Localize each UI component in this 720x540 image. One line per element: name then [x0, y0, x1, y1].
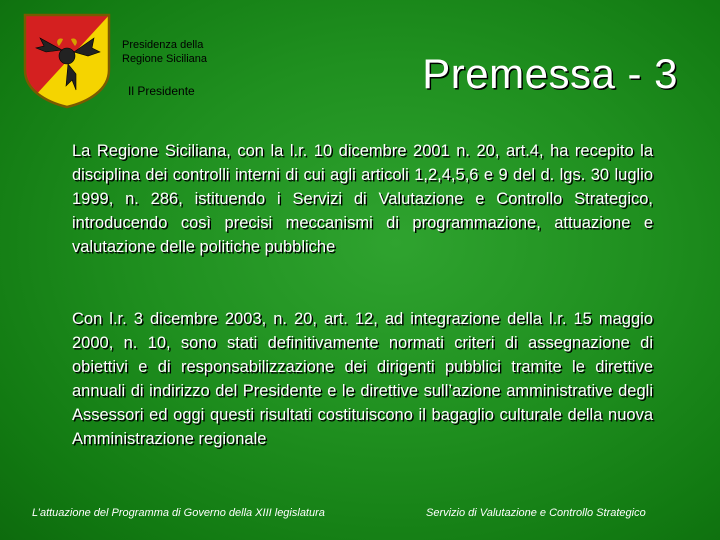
footer-left: L’attuazione del Programma di Governo della XIII legislatura — [32, 507, 325, 519]
footer-right: Servizio di Valutazione e Controllo Strategico — [426, 507, 646, 519]
office-label: Il Presidente — [128, 84, 195, 98]
paragraph-1: La Regione Siciliana, con la l.r. 10 dicembre 2001 n. 20, art.4, ha recepito la disciplina dei controlli interni di cui agli articoli 1,2,4,5,6 e 9 del d. lgs. 30 luglio 1999, n. 286, istituendo i Servizi di Valutazione e Controllo Strategico, introducendo così precisi meccanismi di programmazione, attuazione e valutazione delle politiche pubbliche — [72, 142, 653, 256]
org-line-2: Regione Siciliana — [122, 53, 207, 65]
org-line-1: Presidenza della — [122, 39, 204, 51]
slide-title: Premessa - 3 — [422, 50, 678, 97]
sicily-crest-icon — [22, 12, 112, 110]
paragraph-2: Con l.r. 3 dicembre 2003, n. 20, art. 12, ad integrazione della l.r. 15 maggio 2000, n. 10, sono stati definitivamente normati criteri di assegnazione di obiettivi e di responsabilizzazione dei dirigenti pubblici tramite le direttive annuali di indirizzo del Presidente e le direttive sull’azione amministrative degli Assessori ed oggi questi risultati costituiscono il bagaglio culturale della nuova Amministrazione regionale — [72, 310, 653, 448]
organization-name — [122, 38, 232, 66]
